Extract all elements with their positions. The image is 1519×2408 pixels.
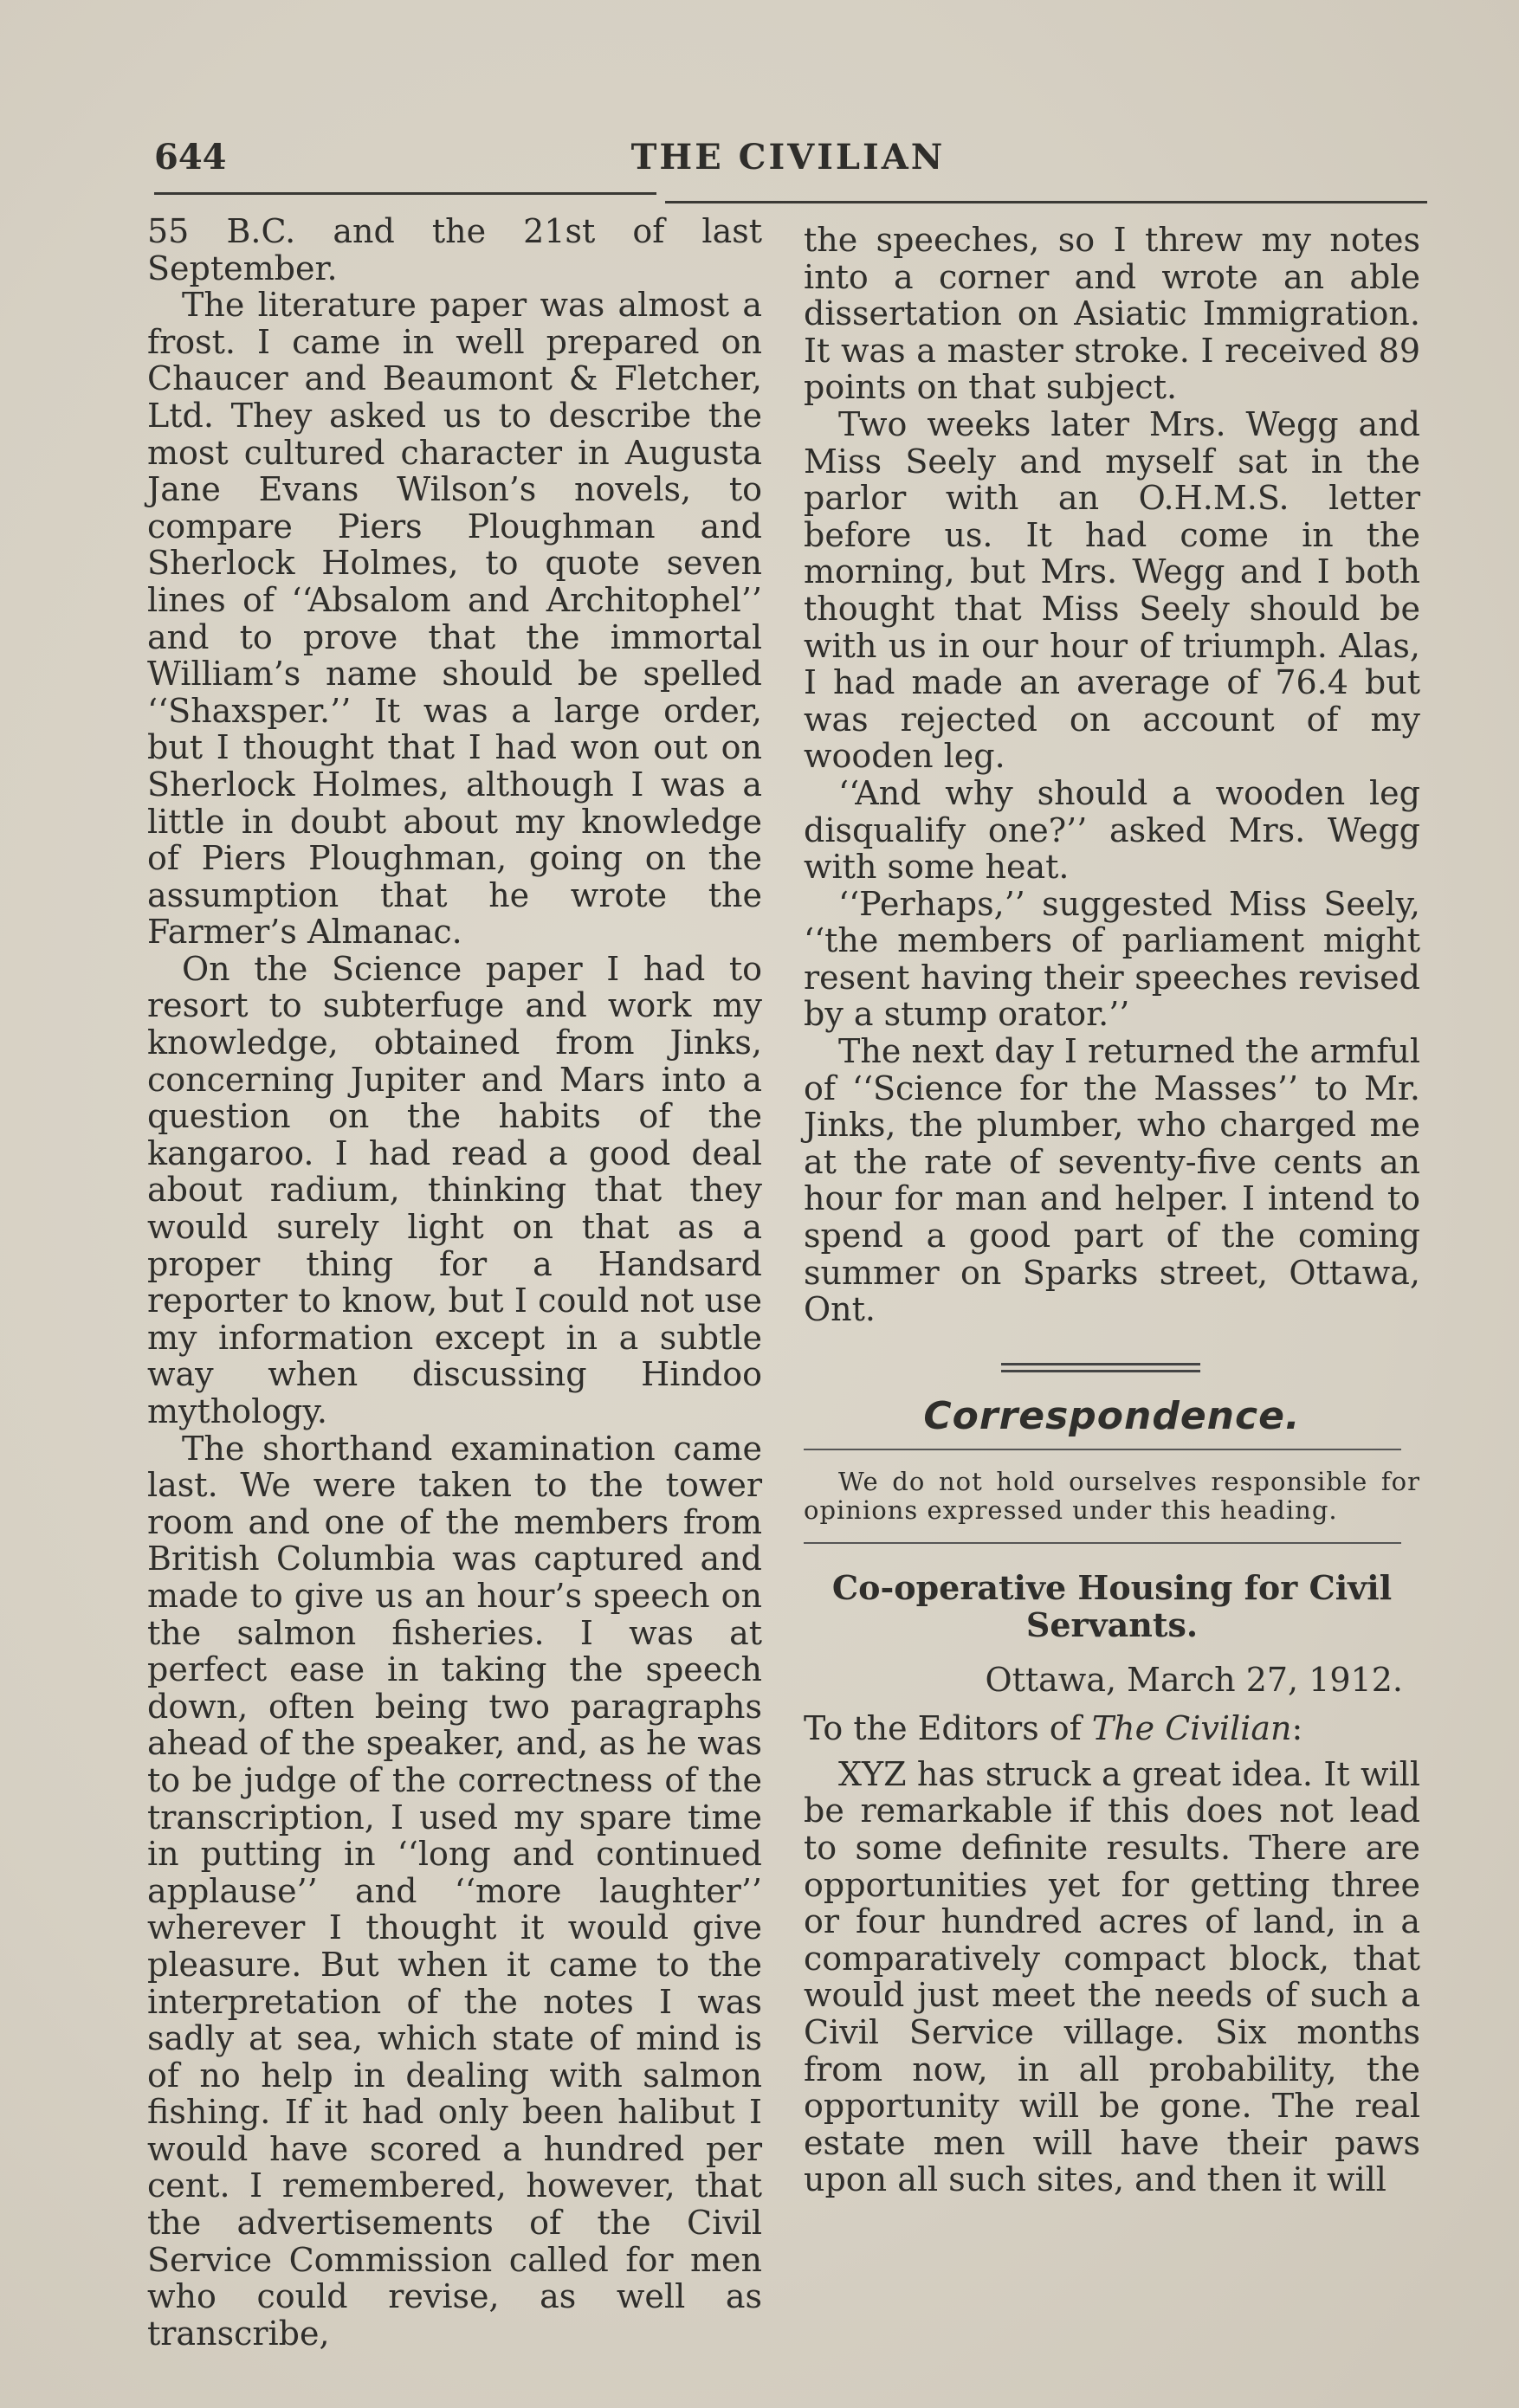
letter-paragraph: XYZ has struck a great idea. It will be remarkable if this does not lead to some definite results. There are opportunities yet for getting three or four hundred acres of land, in a comparatively compact block, that would just meet the needs of such a Civil Service village. Six months from now, in all probability, the opportunity will be gone. The real estate men will have their paws upon all such sites, and then it will (804, 1754, 1420, 2199)
salutation (804, 1710, 1420, 1747)
left-column (147, 213, 762, 2352)
paragraph: The literature paper was almost a frost. I came in well prepared on Chaucer and Beaumont & Fletcher, Ltd. They asked us to describe the most cultured character in Augusta Jane Evans Wilson’s novels, to compare Piers Ploughman and Sherlock Holmes, to quote seven lines of ‘‘Absalom and Architophel’’ and to prove that the immortal William’s name should be spelled ‘‘Shaxsper.’’ It was a large order, but I thought that I had won out on Sherlock Holmes, although I was a little in doubt about my knowledge of Piers Ploughman, going on the assumption that he wrote the Farmer’s Almanac. (147, 286, 762, 952)
paragraph: The next day I returned the armful of ‘‘Science for the Masses’’ to Mr. Jinks, the plumber, who charged me at the rate of seventy-five cents an hour for man and helper. I intend to spend a good part of the coming summer on Sparks street, Ottawa, Ont. (804, 1032, 1420, 1329)
paragraph: On the Science paper I had to resort to subterfuge and work my knowledge, obtained from Jinks, concerning Jupiter and Mars into a question on the habits of the kangaroo. I had read a good deal about radium, thinking that they would surely light on that as a proper thing for a Handsard reporter to know, but I could not use my information except in a subtle way when discussing Hindoo mythology. (147, 949, 762, 1430)
section-divider (1001, 1363, 1200, 1372)
page-header (147, 130, 1429, 182)
article-title: Co-operative Housing for Civil Servants. (831, 1568, 1393, 1644)
divider (804, 1542, 1401, 1544)
paragraph: Two weeks later Mrs. Wegg and Miss Seely and myself sat in the parlor with an O.H.M.S. letter before us. It had come in the morning, but Mrs. Wegg and I both thought that Miss Seely should be with us in our hour of triumph. Alas, I had made an average of 76.4 but was rejected on account of my wooden leg. (804, 404, 1420, 776)
right-column (804, 222, 1420, 2198)
divider (804, 1449, 1401, 1450)
disclaimer: We do not hold ourselves responsible for opinions expressed under this heading. (804, 1467, 1420, 1526)
salutation-prefix: To the Editors of (804, 1709, 1092, 1748)
paragraph: The shorthand examination came last. We were taken to the tower room and one of the members from British Columbia was captured and made to give us an hour’s speech on the salmon fisheries. I was at perfect ease in taking the speech down, often being two paragraphs ahead of the speaker, and, as he was to be judge of the correctness of the transcription, I used my spare time in putting in ‘‘long and continued applause’’ and ‘‘more laughter’’ wherever I thought it would give pleasure. But when it came to the interpretation of the notes I was sadly at sea, which state of mind is of no help in dealing with salmon fishing. If it had only been halibut I would have scored a hundred per cent. I remembered, however, that the advertisements of the Civil Service Commission called for men who could revise, as well as transcribe, (147, 1429, 762, 2353)
publication-name: The Civilian (1091, 1709, 1292, 1748)
section-title: Correspondence. (923, 1393, 1301, 1438)
paragraph: 55 B.C. and the 21st of last September. (147, 212, 762, 287)
header-rule-right (665, 201, 1427, 203)
salutation-suffix: : (1291, 1709, 1303, 1748)
paragraph: the speeches, so I threw my notes into a corner and wrote an able dissertation on Asiatic Immigration. It was a master stroke. I received 89 points on that subject. (804, 221, 1420, 407)
dateline: Ottawa, March 27, 1912. (985, 1660, 1403, 1699)
paragraph: ‘‘Perhaps,’’ suggested Miss Seely, ‘‘the members of parliament might resent having their speeches revised by a stump orator.’’ (804, 884, 1420, 1034)
running-title: THE CIVILIAN (630, 137, 946, 178)
page-number: 644 (154, 137, 227, 178)
paragraph: ‘‘And why should a wooden leg disqualify one?’’ asked Mrs. Wegg with some heat. (804, 773, 1420, 887)
header-rule-left (154, 192, 656, 195)
